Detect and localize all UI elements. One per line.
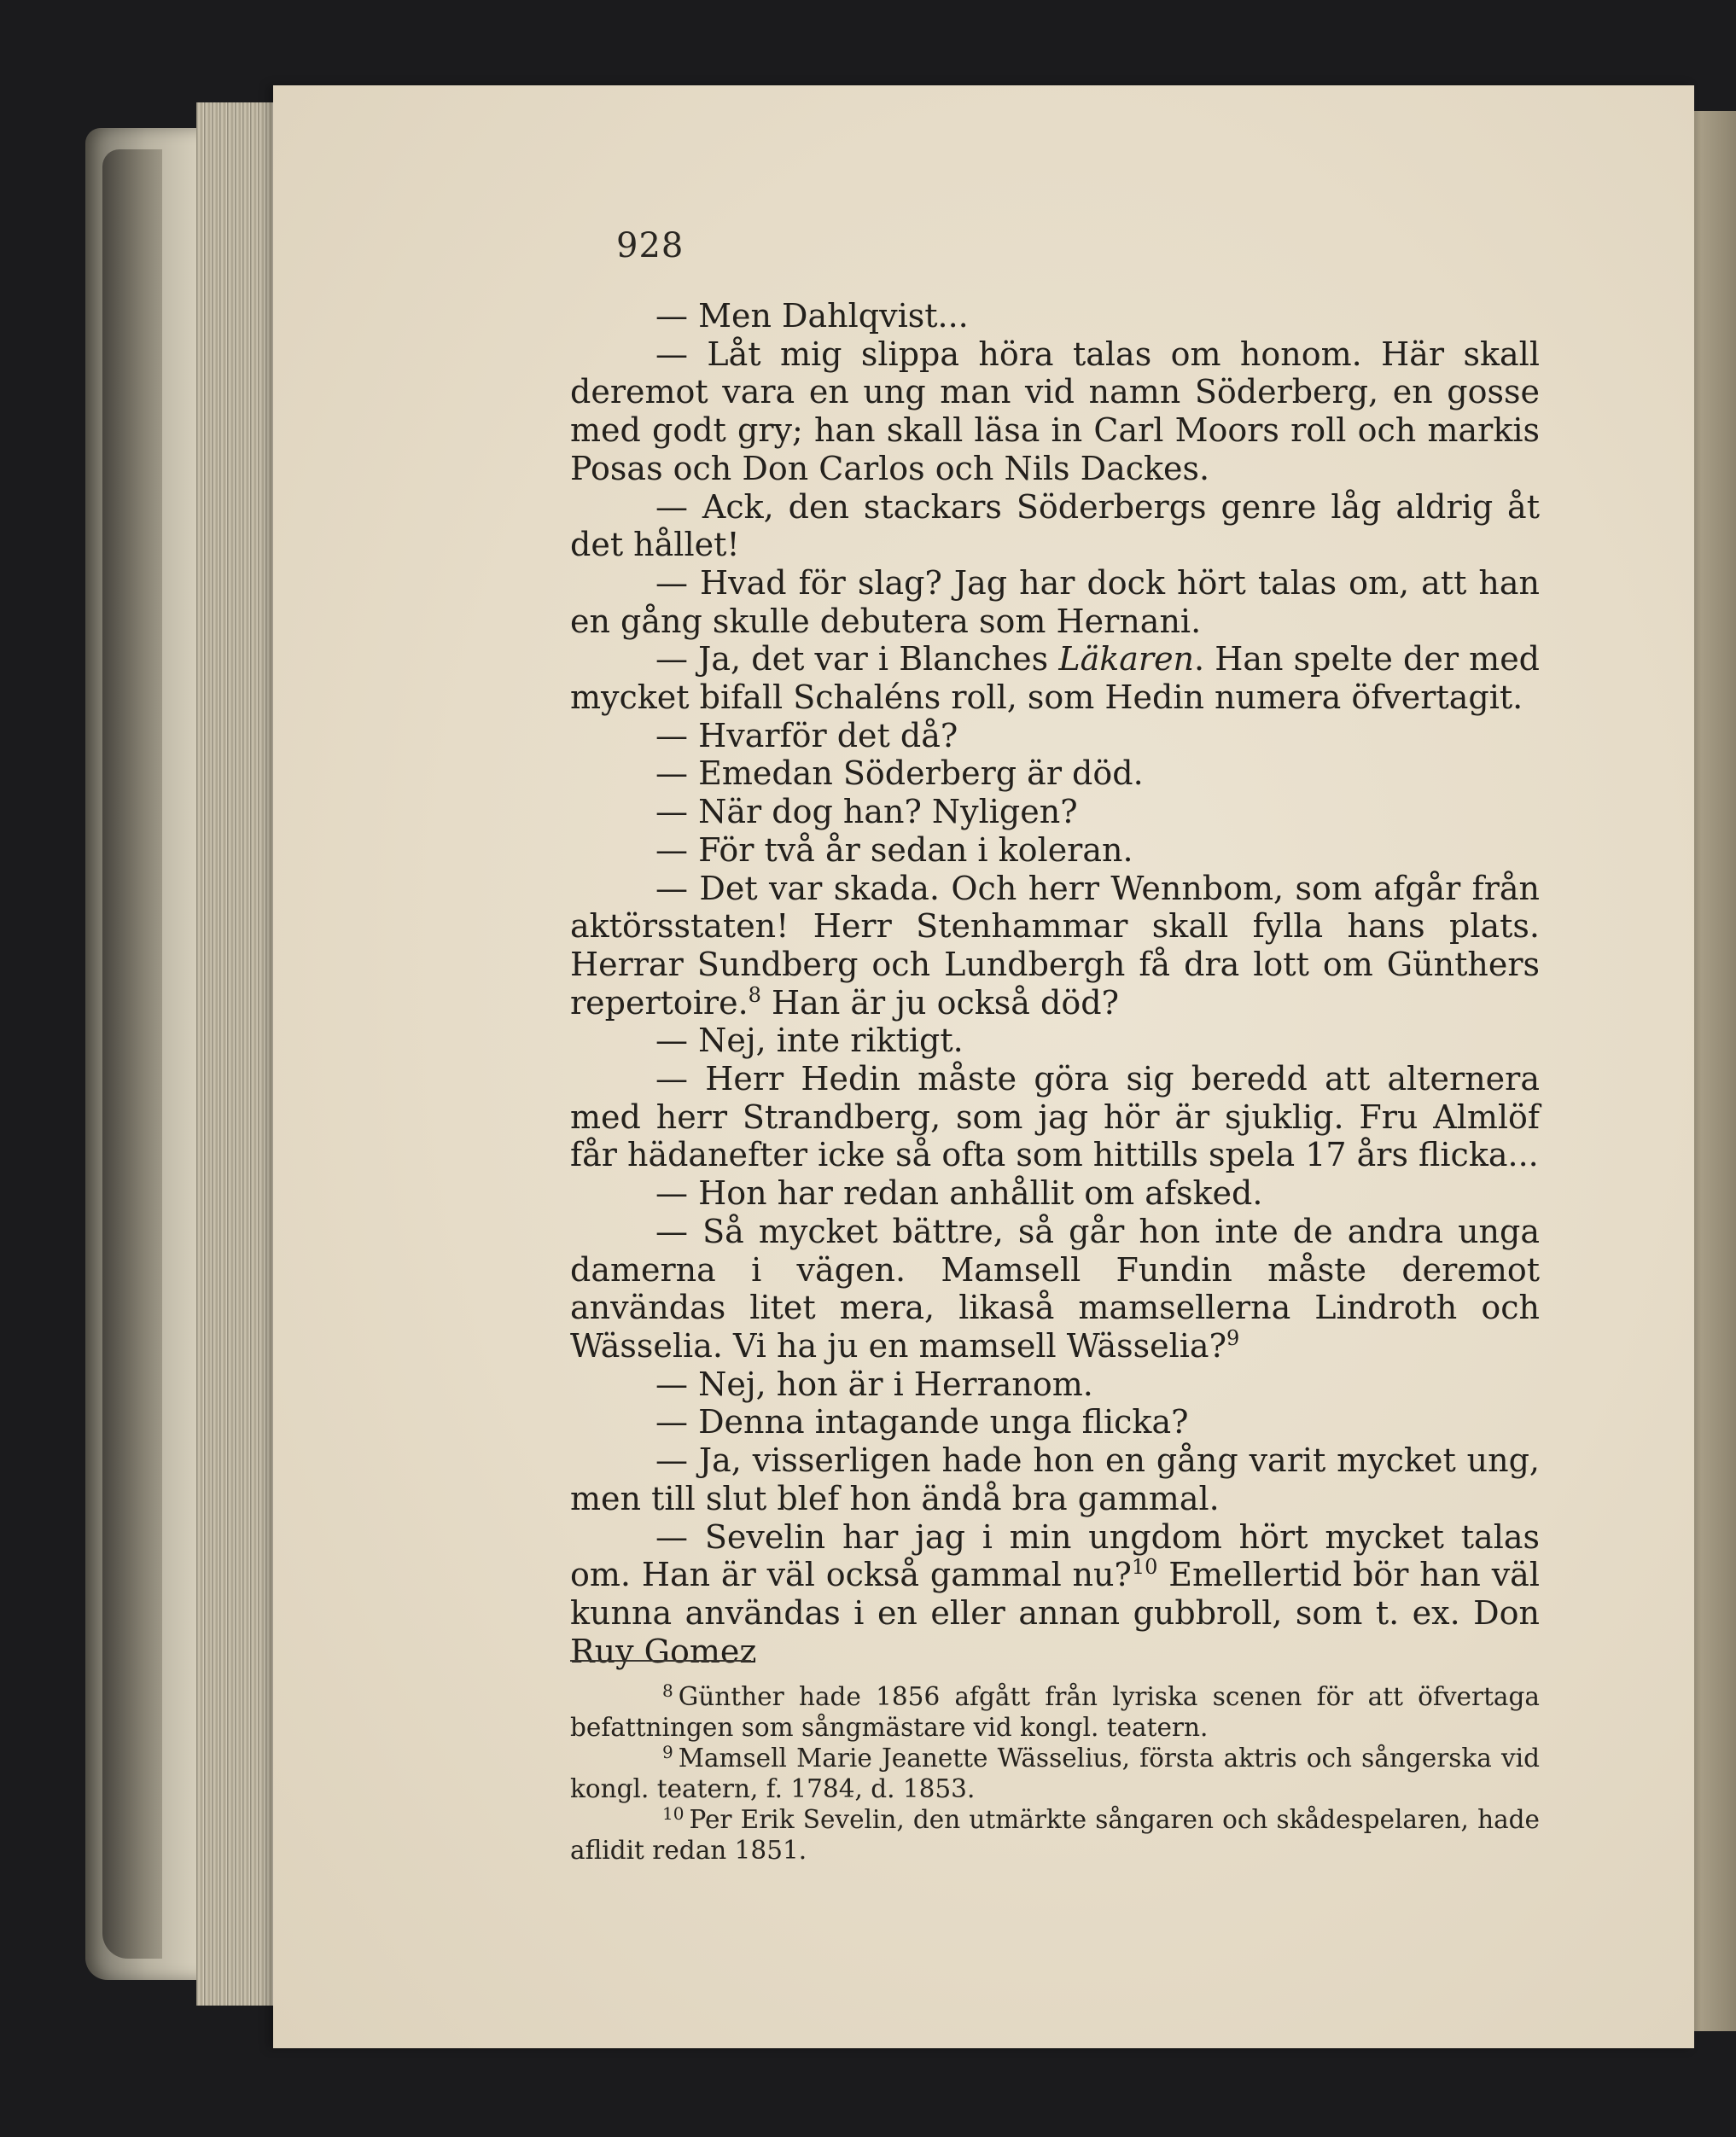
paragraph-text: Sevelin har jag i min ungdom hört mycket talas om. Han är väl också gammal nu? (570, 1517, 1540, 1594)
footnotes (570, 1681, 1540, 1866)
footnote-mark: 9 (662, 1742, 673, 1762)
footnote-mark: 10 (662, 1803, 684, 1824)
footnote-text: Günther hade 1856 afgått från lyriska scenen för att öfvertaga befattningen som sångmästare vid kongl. teatern. (570, 1682, 1540, 1742)
spine-shadow (102, 149, 162, 1959)
paragraph-text: Herr Hedin måste göra sig beredd att alternera med herr Strandberg, som jag hör är sjuklig. Fru Almlöf får hädanefter icke så ofta som hittills spela 17 års flicka... (570, 1060, 1540, 1174)
dialogue-paragraph (570, 335, 1540, 488)
paragraph-text: Denna intagande unga flicka? (698, 1403, 1189, 1441)
footnote-reference: 9 (1226, 1325, 1240, 1350)
paragraph-text: För två år sedan i koleran. (698, 830, 1133, 869)
paragraph-text: Ack, den stackars Söderbergs genre låg aldrig åt det hållet! (570, 487, 1540, 564)
dialogue-paragraph (570, 1365, 1540, 1404)
footnote-reference: 10 (1131, 1555, 1158, 1580)
dialogue-paragraph (570, 1060, 1540, 1174)
paragraph-text: Hon har redan anhållit om afsked. (698, 1174, 1263, 1213)
paragraph-text: Emedan Söderberg är död. (698, 754, 1144, 793)
footnote-separator (570, 1660, 751, 1662)
paragraph-text: Emellertid bör han väl kunna användas i en eller annan gubbroll, som t. ex. Don Ruy Gomez (570, 1556, 1540, 1670)
paragraph-text: Hvarför det då? (698, 716, 958, 754)
dialogue-paragraph (570, 488, 1540, 564)
paragraph-text: . Han spelte der med mycket bifall Schaléns roll, som Hedin numera öfvertagit. (570, 640, 1541, 717)
paragraph-text: Men Dahlqvist... (698, 297, 969, 335)
paragraph-text: Låt mig slippa höra talas om honom. Här skall deremot vara en ung man vid namn Söderberg, en gosse med godt gry; han skall läsa in Carl Moors roll och markis Posas och Don Carlos och Nils Dackes. (570, 335, 1540, 487)
dialogue-paragraph (570, 1441, 1540, 1517)
paragraph-text: Nej, inte riktigt. (698, 1022, 964, 1060)
paragraph-text: Ja, visserligen hade hon en gång varit mycket ung, men till slut blef hon ändå bra gammal. (570, 1441, 1540, 1517)
dialogue-paragraph (570, 754, 1540, 793)
body-text (570, 297, 1540, 1670)
footnote (570, 1804, 1540, 1866)
dialogue-paragraph (570, 870, 1540, 1022)
paragraph-text: Det var skada. Och herr Wennbom, som afgår från aktörsstaten! Herr Stenhammar skall fylla hans plats. Herrar Sundberg och Lundbergh få dra lott om Günthers repertoire. (570, 869, 1540, 1022)
dialogue-paragraph (570, 1213, 1540, 1365)
footnote (570, 1743, 1540, 1804)
paragraph-text: Ja, det var i Blanches (698, 640, 1059, 678)
dialogue-paragraph (570, 1403, 1540, 1441)
footnote-mark: 8 (662, 1680, 673, 1701)
dialogue-paragraph (570, 1022, 1540, 1060)
dialogue-paragraph (570, 831, 1540, 870)
dialogue-paragraph (570, 1174, 1540, 1213)
dialogue-paragraph (570, 717, 1540, 755)
dialogue-paragraph (570, 793, 1540, 831)
page-number: 928 (616, 226, 684, 265)
paragraph-text: När dog han? Nyligen? (698, 793, 1078, 831)
paragraph-text: Han är ju också död? (760, 983, 1119, 1022)
paragraph-text: Så mycket bättre, så går hon inte de andra unga damerna i vägen. Mamsell Fundin måste deremot användas litet mera, likaså mamsellerna Lindroth och Wässelia. Vi ha ju en mamsell Wässelia? (570, 1212, 1540, 1365)
italic-title: Läkaren (1058, 640, 1195, 678)
footnote-reference: 8 (748, 982, 761, 1007)
dialogue-paragraph (570, 1518, 1540, 1671)
paragraph-text: Nej, hon är i Herranom. (698, 1365, 1093, 1403)
footnote-text: Mamsell Marie Jeanette Wässelius, första aktris och sångerska vid kongl. teatern, f. 1784, d. 1853. (570, 1744, 1540, 1803)
dialogue-paragraph (570, 640, 1540, 716)
footnote-text: Per Erik Sevelin, den utmärkte sångaren och skådespelaren, hade aflidit redan 1851. (570, 1805, 1540, 1865)
footnote (570, 1681, 1540, 1743)
paragraph-text: Hvad för slag? Jag har dock hört talas om, att han en gång skulle debutera som Hernani. (570, 563, 1540, 640)
dialogue-paragraph (570, 564, 1540, 640)
dialogue-paragraph (570, 297, 1540, 335)
